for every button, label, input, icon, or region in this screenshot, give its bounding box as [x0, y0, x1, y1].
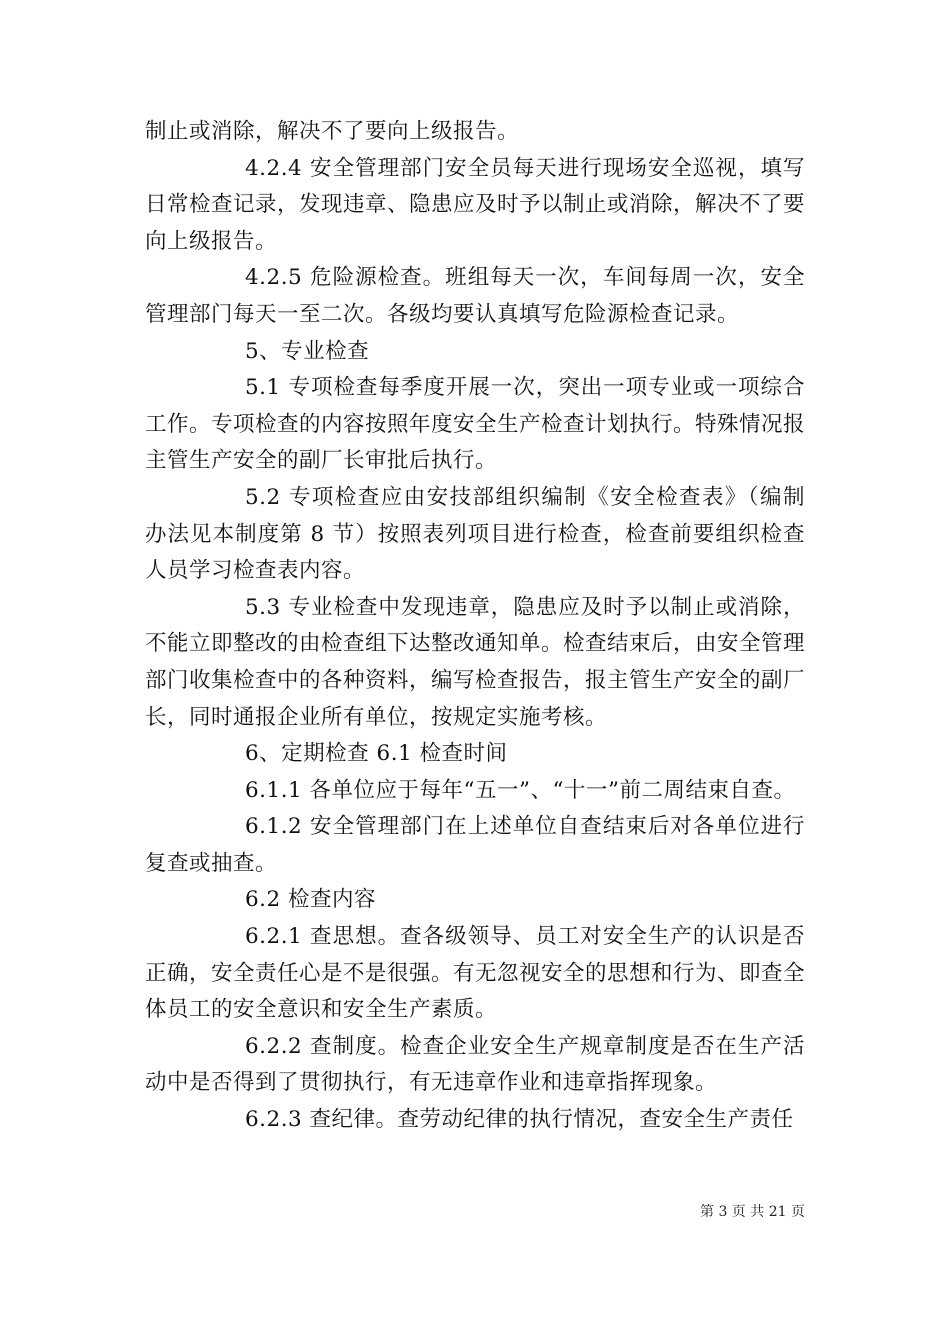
- paragraph-5-2: 5.2 专项检查应由安技部组织编制《安全检查表》（编制办法见本制度第 8 节）按照表列项目进行检查，检查前要组织检查人员学习检查表内容。: [145, 484, 805, 584]
- heading-6-periodic-inspection: 6、定期检查 6.1 检查时间: [245, 741, 508, 767]
- paragraph-6-2-1: 6.2.1 查思想。查各级领导、员工对安全生产的认识是否正确，安全责任心是不是很强。有无忽视安全的思想和行为、即查全体员工的安全意识和安全生产素质。: [145, 924, 806, 1023]
- paragraph-6-1-2: 6.1.2 安全管理部门在上述单位自查结束后对各单位进行复查或抽查。: [145, 814, 805, 876]
- paragraph-continuation: 制止或消除，解决不了要向上级报告。: [145, 119, 520, 144]
- paragraph-5-1: 5.1 专项检查每季度开展一次，突出一项专业或一项综合工作。专项检查的内容按照年度安全生产检查计划执行。特殊情况报主管生产安全的副厂长审批后执行。: [145, 375, 806, 474]
- heading-5-professional-inspection: 5、专业检查: [245, 338, 370, 364]
- heading-6-2-inspection-content: 6.2 检查内容: [245, 887, 377, 913]
- paragraph-4-2-5: 4.2.5 危险源检查。班组每天一次，车间每周一次，安全管理部门每天一至二次。各级均要认真填写危险源检查记录。: [145, 265, 805, 327]
- paragraph-6-1-1: 6.1.1 各单位应于每年“五一”、“十一”前二周结束自查。: [245, 777, 796, 803]
- paragraph-5-3: 5.3 专业检查中发现违章，隐患应及时予以制止或消除，不能立即整改的由检查组下达整改通知单。检查结束后，由安全管理部门收集检查中的各种资料，编写检查报告，报主管生产安全的副厂长，同时通报企业所有单位，按规定实施考核。: [145, 594, 806, 730]
- paragraph-6-2-2: 6.2.2 查制度。检查企业安全生产规章制度是否在生产活动中是否得到了贯彻执行，有无违章作业和违章指挥现象。: [145, 1033, 805, 1096]
- paragraph-6-2-3: 6.2.3 查纪律。查劳动纪律的执行情况，查安全生产责任: [245, 1107, 794, 1133]
- document-body: [145, 114, 805, 1139]
- paragraph-4-2-4: 4.2.4 安全管理部门安全员每天进行现场安全巡视，填写日常检查记录，发现违章、隐患应及时予以制止或消除，解决不了要向上级报告。: [145, 155, 806, 254]
- page-number-footer: 第 3 页 共 21 页: [700, 1204, 805, 1220]
